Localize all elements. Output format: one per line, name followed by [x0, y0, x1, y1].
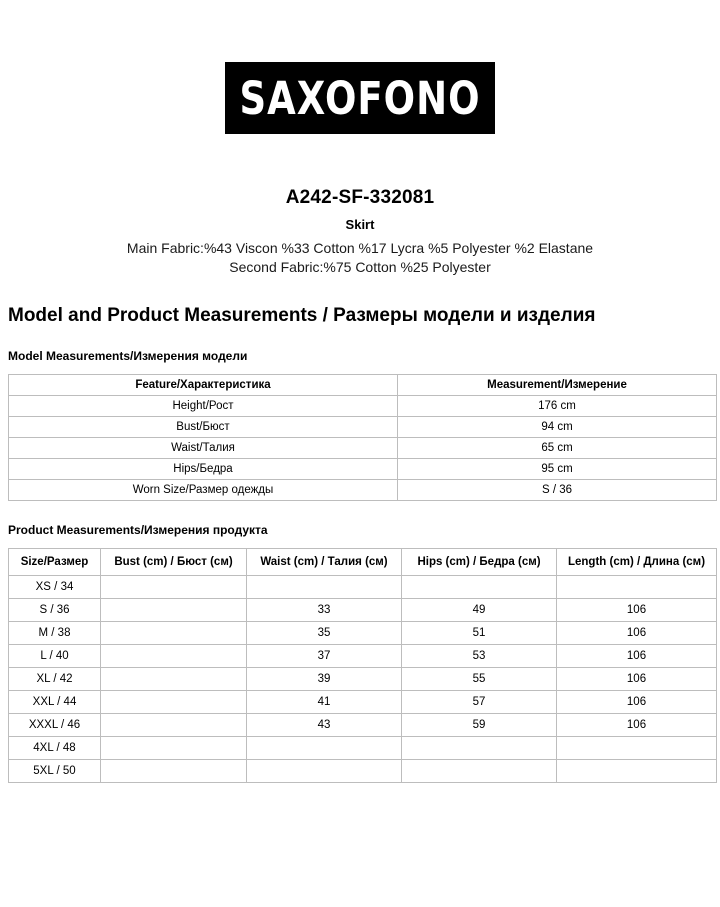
size-cell: 5XL / 50: [9, 760, 101, 783]
length-cell: [557, 760, 717, 783]
length-cell: 106: [557, 645, 717, 668]
product-col-waist: Waist (cm) / Талия (см): [247, 549, 402, 576]
length-cell: 106: [557, 714, 717, 737]
bust-cell: [101, 645, 247, 668]
model-feature-cell: Waist/Талия: [9, 438, 398, 459]
table-row: [9, 760, 717, 783]
table-row: [9, 645, 717, 668]
hips-cell: 49: [402, 599, 557, 622]
table-row: [9, 417, 717, 438]
length-cell: [557, 576, 717, 599]
product-measurements-heading: Product Measurements/Измерения продукта: [8, 523, 268, 537]
table-row: [9, 459, 717, 480]
product-col-length: Length (cm) / Длина (см): [557, 549, 717, 576]
bust-cell: [101, 668, 247, 691]
product-type: Skirt: [345, 217, 375, 232]
second-fabric-composition: Second Fabric:%75 Cotton %25 Polyester: [229, 259, 491, 275]
model-measurements-table: [8, 374, 717, 501]
waist-cell: 41: [247, 691, 402, 714]
product-col-size: Size/Размер: [9, 549, 101, 576]
main-fabric-composition: Main Fabric:%43 Viscon %33 Cotton %17 Lycra %5 Polyester %2 Elastane: [126, 240, 594, 256]
table-row: [9, 480, 717, 501]
hips-cell: [402, 737, 557, 760]
waist-cell: 39: [247, 668, 402, 691]
bust-cell: [101, 691, 247, 714]
model-value-cell: 94 cm: [398, 417, 717, 438]
table-row: [9, 622, 717, 645]
model-value-cell: 65 cm: [398, 438, 717, 459]
brand-logo-text: SAXOFONO: [239, 71, 481, 125]
hips-cell: 55: [402, 668, 557, 691]
length-cell: 106: [557, 691, 717, 714]
size-cell: XS / 34: [9, 576, 101, 599]
model-feature-cell: Bust/Бюст: [9, 417, 398, 438]
brand-logo-container: [6, 0, 714, 134]
hips-cell: 51: [402, 622, 557, 645]
waist-cell: 35: [247, 622, 402, 645]
table-row: [9, 599, 717, 622]
size-cell: S / 36: [9, 599, 101, 622]
length-cell: [557, 737, 717, 760]
size-cell: XXXL / 46: [9, 714, 101, 737]
hips-cell: [402, 760, 557, 783]
bust-cell: [101, 599, 247, 622]
hips-cell: 59: [402, 714, 557, 737]
model-measurements-heading: Model Measurements/Измерения модели: [8, 349, 248, 363]
hips-cell: [402, 576, 557, 599]
waist-cell: 37: [247, 645, 402, 668]
product-header: [6, 187, 714, 275]
bust-cell: [101, 714, 247, 737]
model-value-cell: 176 cm: [398, 396, 717, 417]
hips-cell: 53: [402, 645, 557, 668]
bust-cell: [101, 576, 247, 599]
table-row: [9, 668, 717, 691]
table-row: [9, 737, 717, 760]
table-row: [9, 438, 717, 459]
product-code: A242-SF-332081: [285, 187, 435, 208]
length-cell: 106: [557, 622, 717, 645]
waist-cell: 43: [247, 714, 402, 737]
length-cell: 106: [557, 599, 717, 622]
model-feature-cell: Worn Size/Размер одежды: [9, 480, 398, 501]
waist-cell: [247, 760, 402, 783]
waist-cell: [247, 576, 402, 599]
product-measurements-table: [8, 548, 717, 783]
size-cell: M / 38: [9, 622, 101, 645]
model-feature-cell: Hips/Бедра: [9, 459, 398, 480]
table-row: [9, 714, 717, 737]
table-header-row: [9, 375, 717, 396]
bust-cell: [101, 760, 247, 783]
model-value-cell: S / 36: [398, 480, 717, 501]
product-col-hips: Hips (cm) / Бедра (см): [402, 549, 557, 576]
length-cell: 106: [557, 668, 717, 691]
waist-cell: [247, 737, 402, 760]
bust-cell: [101, 737, 247, 760]
hips-cell: 57: [402, 691, 557, 714]
size-cell: L / 40: [9, 645, 101, 668]
waist-cell: 33: [247, 599, 402, 622]
table-row: [9, 576, 717, 599]
table-header-row: [9, 549, 717, 576]
product-col-bust: Bust (cm) / Бюст (см): [101, 549, 247, 576]
table-row: [9, 691, 717, 714]
size-cell: 4XL / 48: [9, 737, 101, 760]
bust-cell: [101, 622, 247, 645]
model-col-feature: Feature/Характеристика: [9, 375, 398, 396]
table-row: [9, 396, 717, 417]
size-cell: XL / 42: [9, 668, 101, 691]
model-value-cell: 95 cm: [398, 459, 717, 480]
model-feature-cell: Height/Рост: [9, 396, 398, 417]
page-title: Model and Product Measurements / Размеры модели и изделия: [8, 305, 596, 326]
size-cell: XXL / 44: [9, 691, 101, 714]
brand-logo: [225, 62, 495, 134]
model-col-measurement: Measurement/Измерение: [398, 375, 717, 396]
